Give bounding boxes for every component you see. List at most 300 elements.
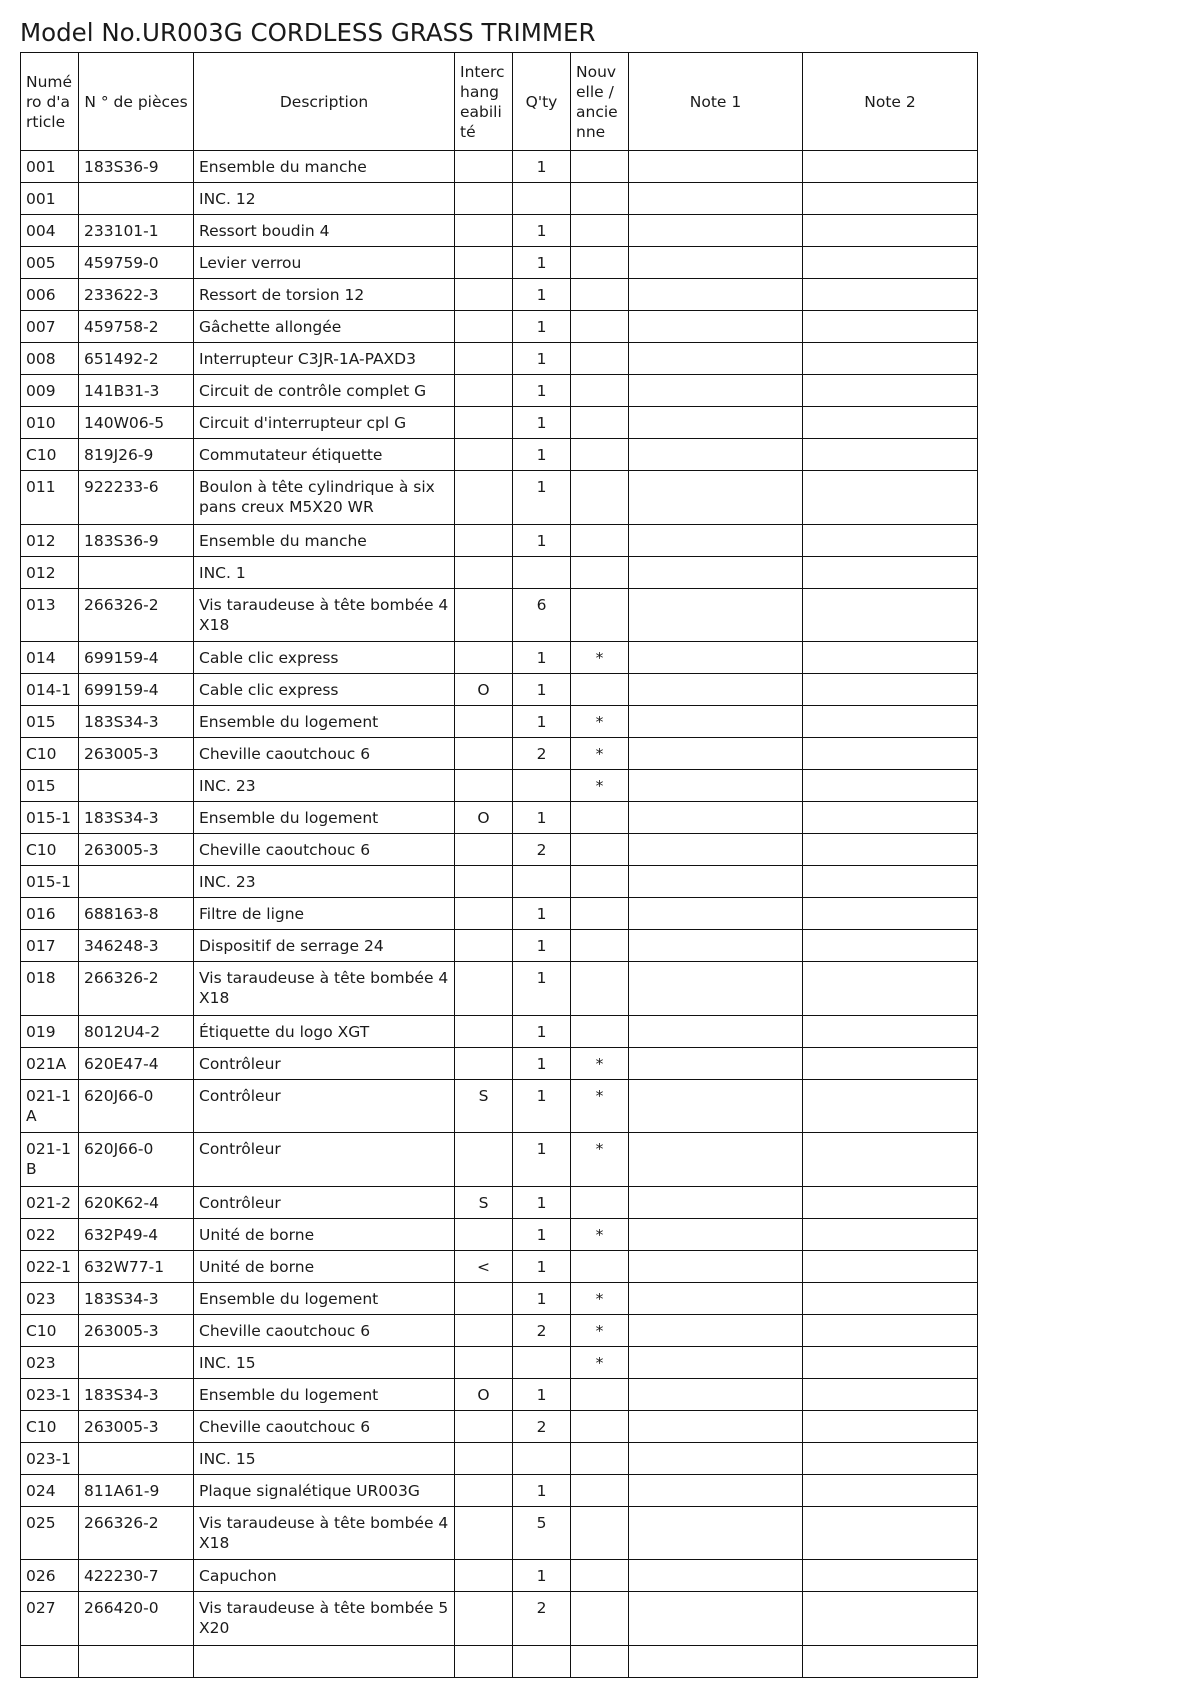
cell-note-1 [629,1645,803,1677]
table-row [21,375,978,407]
cell-description: Vis taraudeuse à tête bombée 4X18 [194,962,455,1016]
cell-item-number: 022 [21,1218,79,1250]
cell-note-1 [629,1378,803,1410]
cell-note-1 [629,279,803,311]
cell-interchangeability [455,343,513,375]
cell-quantity: 1 [513,151,571,183]
cell-quantity: 2 [513,1410,571,1442]
cell-part-number: 811A61-9 [79,1474,194,1506]
cell-part-number [79,1346,194,1378]
cell-quantity: 1 [513,311,571,343]
cell-description: Cable clic express [194,642,455,674]
cell-interchangeability [455,642,513,674]
table-row [21,1047,978,1079]
cell-quantity: 1 [513,343,571,375]
cell-note-2 [803,1474,978,1506]
cell-part-number: 183S34-3 [79,1282,194,1314]
cell-interchangeability [455,439,513,471]
cell-interchangeability [455,1645,513,1677]
cell-description: Cheville caoutchouc 6 [194,1314,455,1346]
cell-description: Ensemble du logement [194,1282,455,1314]
cell-new-old [571,343,629,375]
cell-part-number: 346248-3 [79,930,194,962]
cell-note-2 [803,1592,978,1646]
cell-note-2 [803,375,978,407]
cell-interchangeability [455,1592,513,1646]
table-row [21,674,978,706]
cell-note-1 [629,1282,803,1314]
cell-item-number: 021-2 [21,1186,79,1218]
cell-note-2 [803,642,978,674]
cell-note-2 [803,311,978,343]
cell-quantity: 1 [513,674,571,706]
cell-note-1 [629,588,803,642]
cell-new-old: * [571,1314,629,1346]
cell-note-1 [629,770,803,802]
cell-note-1 [629,375,803,407]
cell-description: Circuit d'interrupteur cpl G [194,407,455,439]
cell-quantity: 1 [513,898,571,930]
cell-item-number: 014-1 [21,674,79,706]
header-quantity: Q'ty [513,53,571,151]
table-row [21,1346,978,1378]
cell-description: Commutateur étiquette [194,439,455,471]
table-row [21,151,978,183]
cell-quantity: 6 [513,588,571,642]
cell-quantity: 1 [513,439,571,471]
cell-item-number: 015-1 [21,802,79,834]
cell-quantity [513,1346,571,1378]
cell-new-old [571,1474,629,1506]
cell-part-number: 233622-3 [79,279,194,311]
cell-new-old: * [571,1133,629,1187]
cell-description: Vis taraudeuse à tête bombée 4X18 [194,1506,455,1560]
cell-description: Cheville caoutchouc 6 [194,1410,455,1442]
cell-interchangeability: S [455,1186,513,1218]
cell-interchangeability [455,706,513,738]
cell-item-number: 012 [21,524,79,556]
table-row [21,247,978,279]
cell-item-number: 015-1 [21,866,79,898]
cell-item-number: 026 [21,1560,79,1592]
cell-part-number: 922233-6 [79,471,194,525]
cell-note-2 [803,215,978,247]
cell-note-2 [803,1506,978,1560]
cell-interchangeability: < [455,1250,513,1282]
cell-part-number: 140W06-5 [79,407,194,439]
table-row [21,706,978,738]
cell-item-number: 011 [21,471,79,525]
cell-description: Dispositif de serrage 24 [194,930,455,962]
cell-item-number: 015 [21,706,79,738]
cell-quantity: 1 [513,1378,571,1410]
cell-part-number: 183S34-3 [79,802,194,834]
cell-note-1 [629,215,803,247]
cell-note-1 [629,1474,803,1506]
cell-note-1 [629,151,803,183]
cell-item-number: 005 [21,247,79,279]
cell-description: INC. 1 [194,556,455,588]
cell-note-1 [629,1346,803,1378]
cell-item-number: 025 [21,1506,79,1560]
cell-item-number: 024 [21,1474,79,1506]
cell-item-number: 006 [21,279,79,311]
cell-new-old: * [571,770,629,802]
header-new-old: Nouvelle / ancienne [571,53,629,151]
cell-part-number: 263005-3 [79,738,194,770]
cell-note-2 [803,151,978,183]
cell-interchangeability [455,962,513,1016]
cell-quantity: 1 [513,279,571,311]
cell-interchangeability [455,866,513,898]
cell-note-1 [629,524,803,556]
cell-description: Ensemble du logement [194,802,455,834]
header-note-2: Note 2 [803,53,978,151]
cell-note-2 [803,183,978,215]
cell-description: INC. 23 [194,866,455,898]
cell-quantity: 1 [513,471,571,525]
table-row [21,439,978,471]
cell-description: Capuchon [194,1560,455,1592]
cell-part-number: 688163-8 [79,898,194,930]
cell-note-2 [803,439,978,471]
header-part-number: N ° de pièces [79,53,194,151]
cell-interchangeability: O [455,674,513,706]
cell-description: Boulon à tête cylindrique à six pans creux M5X20 WR [194,471,455,525]
table-row [21,738,978,770]
cell-quantity: 5 [513,1506,571,1560]
cell-quantity [513,866,571,898]
cell-interchangeability [455,1442,513,1474]
cell-item-number: 012 [21,556,79,588]
cell-part-number [79,1442,194,1474]
cell-item-number: 001 [21,183,79,215]
cell-new-old [571,215,629,247]
cell-new-old [571,1560,629,1592]
cell-new-old [571,556,629,588]
cell-new-old [571,898,629,930]
cell-note-2 [803,706,978,738]
cell-new-old: * [571,706,629,738]
cell-quantity: 1 [513,1047,571,1079]
cell-note-1 [629,1506,803,1560]
cell-part-number: 632P49-4 [79,1218,194,1250]
table-row [21,1015,978,1047]
table-row [21,770,978,802]
cell-interchangeability [455,311,513,343]
document-title: Model No.UR003G CORDLESS GRASS TRIMMER [20,18,596,47]
cell-part-number: 233101-1 [79,215,194,247]
table-row [21,1645,978,1677]
cell-description [194,1645,455,1677]
cell-new-old [571,930,629,962]
cell-note-2 [803,1079,978,1133]
cell-note-1 [629,1047,803,1079]
cell-part-number: 263005-3 [79,834,194,866]
cell-note-1 [629,556,803,588]
cell-note-1 [629,802,803,834]
cell-item-number: 021-1A [21,1079,79,1133]
cell-note-1 [629,866,803,898]
cell-new-old [571,866,629,898]
cell-quantity: 2 [513,1592,571,1646]
cell-interchangeability: O [455,802,513,834]
cell-quantity: 1 [513,375,571,407]
cell-note-2 [803,834,978,866]
cell-description: Étiquette du logo XGT [194,1015,455,1047]
cell-description: Interrupteur C3JR-1A-PAXD3 [194,343,455,375]
table-row [21,1592,978,1646]
cell-new-old [571,247,629,279]
header-description: Description [194,53,455,151]
cell-new-old: * [571,1218,629,1250]
cell-quantity: 1 [513,1079,571,1133]
cell-description: Unité de borne [194,1218,455,1250]
table-row [21,311,978,343]
cell-part-number: 183S36-9 [79,524,194,556]
cell-note-1 [629,247,803,279]
cell-interchangeability: O [455,1378,513,1410]
cell-new-old: * [571,1346,629,1378]
cell-new-old: * [571,1047,629,1079]
table-row [21,471,978,525]
cell-description: Ensemble du logement [194,1378,455,1410]
cell-new-old [571,375,629,407]
cell-note-2 [803,1047,978,1079]
cell-new-old: * [571,738,629,770]
cell-part-number: 183S34-3 [79,1378,194,1410]
cell-item-number: 015 [21,770,79,802]
cell-interchangeability [455,1474,513,1506]
cell-part-number: 651492-2 [79,343,194,375]
cell-note-1 [629,834,803,866]
cell-interchangeability [455,247,513,279]
cell-description: Ensemble du logement [194,706,455,738]
cell-interchangeability [455,1047,513,1079]
table-row [21,407,978,439]
cell-part-number [79,183,194,215]
cell-part-number: 699159-4 [79,642,194,674]
cell-new-old: * [571,1282,629,1314]
cell-note-2 [803,588,978,642]
cell-note-1 [629,898,803,930]
cell-description: Ressort boudin 4 [194,215,455,247]
cell-quantity: 1 [513,524,571,556]
cell-interchangeability [455,1560,513,1592]
table-row [21,183,978,215]
table-row [21,1314,978,1346]
cell-item-number: 021-1B [21,1133,79,1187]
cell-note-2 [803,1282,978,1314]
cell-quantity: 1 [513,1218,571,1250]
cell-interchangeability [455,151,513,183]
cell-new-old [571,279,629,311]
cell-interchangeability [455,215,513,247]
cell-note-1 [629,1410,803,1442]
cell-note-2 [803,1378,978,1410]
cell-note-2 [803,1346,978,1378]
cell-interchangeability [455,1282,513,1314]
cell-item-number: 008 [21,343,79,375]
cell-new-old [571,674,629,706]
cell-item-number: 001 [21,151,79,183]
cell-description: Cheville caoutchouc 6 [194,738,455,770]
cell-part-number: 620K62-4 [79,1186,194,1218]
cell-quantity: 1 [513,962,571,1016]
cell-description: Cheville caoutchouc 6 [194,834,455,866]
table-row [21,1250,978,1282]
cell-quantity [513,770,571,802]
cell-note-2 [803,1250,978,1282]
cell-item-number: 023-1 [21,1378,79,1410]
cell-description: INC. 12 [194,183,455,215]
cell-note-2 [803,1410,978,1442]
cell-note-1 [629,1250,803,1282]
cell-note-1 [629,407,803,439]
cell-note-1 [629,1133,803,1187]
cell-item-number: 017 [21,930,79,962]
cell-interchangeability [455,770,513,802]
cell-interchangeability [455,183,513,215]
cell-note-1 [629,1442,803,1474]
cell-interchangeability [455,1410,513,1442]
cell-new-old: * [571,642,629,674]
cell-quantity [513,556,571,588]
cell-note-1 [629,1560,803,1592]
cell-note-2 [803,1645,978,1677]
cell-new-old [571,1015,629,1047]
cell-note-1 [629,674,803,706]
table-row [21,866,978,898]
cell-quantity: 2 [513,1314,571,1346]
table-row [21,930,978,962]
cell-new-old [571,802,629,834]
cell-new-old [571,588,629,642]
cell-item-number: C10 [21,1410,79,1442]
cell-quantity [513,1645,571,1677]
cell-note-1 [629,183,803,215]
cell-description: INC. 15 [194,1346,455,1378]
cell-note-2 [803,556,978,588]
parts-table [20,52,978,1678]
cell-note-2 [803,1186,978,1218]
cell-interchangeability [455,375,513,407]
cell-new-old [571,439,629,471]
cell-item-number: 027 [21,1592,79,1646]
cell-new-old [571,1378,629,1410]
cell-note-2 [803,1015,978,1047]
cell-description: Filtre de ligne [194,898,455,930]
cell-item-number: C10 [21,834,79,866]
cell-new-old [571,962,629,1016]
cell-interchangeability [455,588,513,642]
cell-item-number: C10 [21,738,79,770]
cell-note-1 [629,1218,803,1250]
cell-note-2 [803,1314,978,1346]
cell-description: Vis taraudeuse à tête bombée 4X18 [194,588,455,642]
cell-note-2 [803,279,978,311]
cell-item-number: 023 [21,1346,79,1378]
cell-quantity: 2 [513,834,571,866]
cell-item-number: 016 [21,898,79,930]
cell-part-number: 620J66-0 [79,1133,194,1187]
cell-part-number: 632W77-1 [79,1250,194,1282]
cell-part-number: 263005-3 [79,1410,194,1442]
cell-note-2 [803,1560,978,1592]
cell-note-2 [803,930,978,962]
table-row [21,1410,978,1442]
cell-interchangeability: S [455,1079,513,1133]
cell-quantity: 1 [513,1282,571,1314]
table-row [21,1133,978,1187]
cell-interchangeability [455,738,513,770]
cell-part-number [79,770,194,802]
cell-note-1 [629,1186,803,1218]
cell-note-2 [803,407,978,439]
cell-note-2 [803,1133,978,1187]
cell-part-number: 819J26-9 [79,439,194,471]
cell-quantity: 1 [513,1250,571,1282]
cell-item-number [21,1645,79,1677]
cell-quantity [513,183,571,215]
cell-new-old [571,1506,629,1560]
cell-note-1 [629,738,803,770]
table-row [21,215,978,247]
cell-part-number: 8012U4-2 [79,1015,194,1047]
cell-part-number: 266326-2 [79,588,194,642]
cell-quantity: 2 [513,738,571,770]
cell-item-number: 021A [21,1047,79,1079]
cell-interchangeability [455,471,513,525]
cell-description: INC. 15 [194,1442,455,1474]
cell-note-2 [803,770,978,802]
cell-part-number: 699159-4 [79,674,194,706]
table-row [21,588,978,642]
cell-interchangeability [455,1506,513,1560]
table-row [21,343,978,375]
cell-part-number: 620E47-4 [79,1047,194,1079]
header-note-1: Note 1 [629,53,803,151]
cell-part-number: 459758-2 [79,311,194,343]
cell-description: Ensemble du manche [194,524,455,556]
cell-quantity: 1 [513,1474,571,1506]
table-row [21,1378,978,1410]
cell-quantity: 1 [513,247,571,279]
cell-quantity: 1 [513,215,571,247]
cell-item-number: 018 [21,962,79,1016]
cell-new-old [571,524,629,556]
cell-quantity: 1 [513,706,571,738]
cell-description: INC. 23 [194,770,455,802]
cell-new-old [571,151,629,183]
cell-interchangeability [455,1015,513,1047]
cell-part-number: 263005-3 [79,1314,194,1346]
cell-note-1 [629,343,803,375]
cell-part-number: 459759-0 [79,247,194,279]
cell-note-1 [629,1314,803,1346]
table-row [21,642,978,674]
cell-item-number: 004 [21,215,79,247]
cell-interchangeability [455,834,513,866]
cell-interchangeability [455,1133,513,1187]
cell-interchangeability [455,524,513,556]
cell-quantity: 1 [513,1186,571,1218]
cell-note-2 [803,802,978,834]
cell-description: Circuit de contrôle complet G [194,375,455,407]
cell-interchangeability [455,279,513,311]
cell-item-number: 023 [21,1282,79,1314]
table-row [21,556,978,588]
